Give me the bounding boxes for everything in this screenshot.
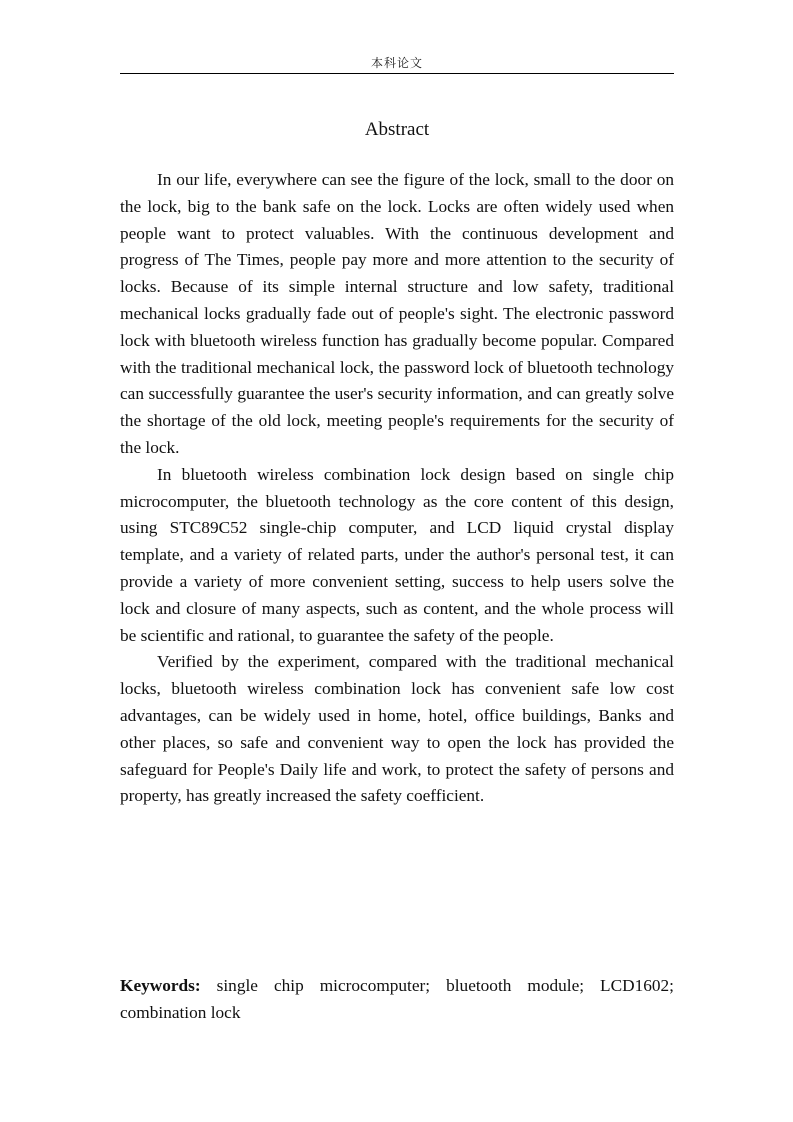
keywords-line <box>120 973 674 1027</box>
abstract-title: Abstract <box>364 119 430 140</box>
abstract-paragraph-3: Verified by the experiment, compared with the traditional mechanical locks, bluetooth wireless combination lock has convenient safe low cost advantages, can be widely used in home, hotel, office buildings, Banks and other places, so safe and convenient way to open the lock has provided the safeguard for People's Daily life and work, to protect the safety of persons and property, has greatly increased the safety coefficient. <box>120 652 674 806</box>
keywords-text: single chip microcomputer; bluetooth module; LCD1602; combination lock <box>120 976 674 1022</box>
keywords-label: Keywords: <box>120 976 201 995</box>
header-divider <box>120 73 674 74</box>
abstract-paragraph-1: In our life, everywhere can see the figure of the lock, small to the door on the lock, big to the bank safe on the lock. Locks are often widely used when people want to protect valuables. With the continuous development and progress of The Times, people pay more and more attention to the security of locks. Because of its simple internal structure and low safety, traditional mechanical locks gradually fade out of people's sight. The electronic password lock with bluetooth wireless function has gradually become popular. Compared with the traditional mechanical lock, the password lock of bluetooth technology can successfully guarantee the user's security information, and can greatly solve the shortage of the old lock, meeting people's requirements for the security of the lock. <box>120 170 674 457</box>
abstract-body <box>120 167 674 810</box>
running-header: 本科论文 <box>370 56 423 70</box>
abstract-paragraph-2: In bluetooth wireless combination lock design based on single chip microcomputer, the bluetooth technology as the core content of this design, using STC89C52 single-chip computer, and LCD liquid crystal display template, and a variety of related parts, under the author's personal test, it can provide a variety of more convenient setting, success to help users solve the lock and closure of many aspects, such as content, and the whole process will be scientific and rational, to guarantee the safety of the people. <box>120 464 674 645</box>
